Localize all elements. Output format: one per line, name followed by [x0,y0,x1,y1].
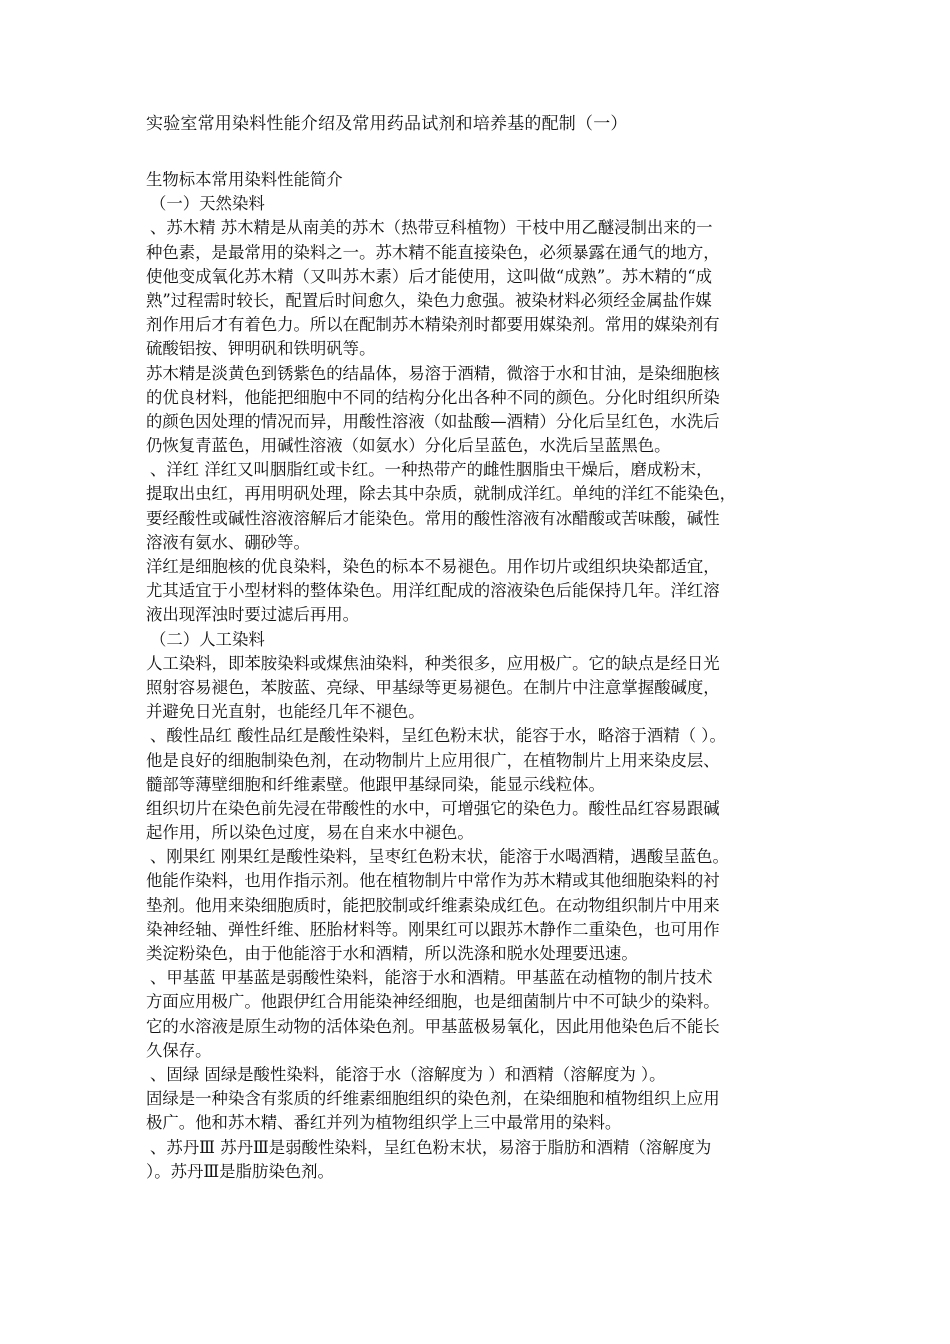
text-line: 染神经轴、弹性纤维、胚胎材料等。刚果红可以跟苏木静作二重染色，也可用作 [146,919,720,939]
text-line: 仍恢复青蓝色，用碱性溶液（如氨水）分化后呈蓝色，水洗后呈蓝黑色。 [146,436,671,456]
text-line: 生物标本常用染料性能简介 [146,170,343,189]
text-line: 尤其适宜于小型材料的整体染色。用洋红配成的溶液染色后能保持几年。洋红溶 [146,581,720,601]
text-line: 方面应用极广。他跟伊红合用能染神经细胞，也是细菌制片中不可缺少的染料。 [146,992,720,1012]
text-line: 洋红是细胞核的优良染料，染色的标本不易褪色。用作切片或组织块染都适宜， [146,557,720,576]
text-line: 熟”过程需时较长，配置后时间愈久，染色力愈强。被染材料必须经金属盐作媒 [146,290,712,310]
text-line: 使他变成氧化苏木精（又叫苏木素）后才能使用，这叫做“成熟”。苏木精的“成 [146,266,713,286]
text-line: 苏木精是淡黄色到锈紫色的结晶体，易溶于酒精，微溶于水和甘油，是染细胞核 [146,363,720,383]
text-line: 的优良材料，他能把细胞中不同的结构分化出各种不同的颜色。分化时组织所染 [146,387,720,407]
document-title: 实验室常用染料性能介绍及常用药品试剂和培养基的配制（一） [146,114,628,134]
text-line: 硫酸铝按、钾明矾和铁明矾等。 [146,339,376,359]
text-line: 他是良好的细胞制染色剂，在动物制片上应用很广，在植物制片上用来染皮层、 [146,750,720,770]
text-line: 组织切片在染色前先浸在带酸性的水中，可增强它的染色力。酸性品红容易跟碱 [146,798,720,818]
text-line: ）。苏丹Ⅲ是脂肪染色剂。 [146,1161,334,1181]
text-line: 的颜色因处理的情况而异，用酸性溶液（如盐酸—酒精）分化后呈红色，水洗后 [146,411,720,431]
text-line: 、苏丹Ⅲ 苏丹Ⅲ是弱酸性染料，呈红色粉末状，易溶于脂肪和酒精（溶解度为 [150,1137,712,1157]
document-body [146,168,812,1184]
text-line: 固绿是一种染含有浆质的纤维素细胞组织的染色剂，在染细胞和植物组织上应用 [146,1089,720,1109]
text-line: 极广。他和苏木精、番红并列为植物组织学上三中最常用的染料。 [146,1113,622,1133]
text-line: 他能作染料，也用作指示剂。他在植物制片中常作为苏木精或其他细胞染料的衬 [146,871,720,891]
text-line: 、洋红 洋红又叫胭脂红或卡红。一种热带产的雌性胭脂虫干燥后，磨成粉末， [150,460,713,480]
text-line: 种色素，是最常用的染料之一。苏木精不能直接染色，必须暴露在通气的地方， [146,242,720,262]
text-line: 、甲基蓝 甲基蓝是弱酸性染料，能溶于水和酒精。甲基蓝在动植物的制片技术 [150,968,713,988]
text-line: 并避免日光直射，也能经几年不褪色。 [146,702,425,722]
text-line: 人工染料，即苯胺染料或煤焦油染料，种类很多，应用极广。它的缺点是经日光 [146,653,720,673]
text-line: 溶液有氨水、硼砂等。 [146,532,310,552]
text-line: 垫剂。他用来染细胞质时，能把胶制或纤维素染成红色。在动物组织制片中用来 [146,895,720,915]
text-line: 、酸性品红 酸性品红是酸性染料，呈红色粉末状，能容于水，略溶于酒精（ ）。 [150,726,726,746]
text-line: 髓部等薄壁细胞和纤维素壁。他跟甲基绿同染，能显示线粒体。 [146,774,605,794]
text-line: 它的水溶液是原生动物的活体染色剂。甲基蓝极易氧化，因此用他染色后不能长 [146,1016,720,1036]
text-line: （二）人工染料 [150,629,265,649]
text-line: 起作用，所以染色过度，易在自来水中褪色。 [146,823,474,843]
text-line: 剂作用后才有着色力。所以在配制苏木精染剂时都要用媒染剂。常用的媒染剂有 [146,315,720,335]
text-line: 、固绿 固绿是酸性染料，能溶于水（溶解度为 ）和酒精（溶解度为 ）。 [150,1064,666,1084]
text-line: 提取出虫红，再用明矾处理，除去其中杂质，就制成洋红。单纯的洋红不能染色， [146,484,737,504]
text-line: 照射容易褪色，苯胺蓝、亮绿、甲基绿等更易褪色。在制片中注意掌握酸碱度， [146,677,720,697]
text-line: 、刚果红 刚果红是酸性染料，呈枣红色粉末状，能溶于水喝酒精，遇酸呈蓝色。 [150,847,729,867]
text-line: 久保存。 [146,1040,212,1060]
text-line: 要经酸性或碱性溶液溶解后才能染色。常用的酸性溶液有冰醋酸或苦味酸，碱性 [146,508,720,528]
text-line: 液出现浑浊时要过滤后再用。 [146,605,360,625]
text-line: 类淀粉染色，由于他能溶于水和酒精，所以洗涤和脱水处理要迅速。 [146,944,638,963]
text-line: 、苏木精 苏木精是从南美的苏木（热带豆科植物）干枝中用乙醚浸制出来的一 [150,218,713,238]
text-line: （一）天然染料 [150,194,265,214]
